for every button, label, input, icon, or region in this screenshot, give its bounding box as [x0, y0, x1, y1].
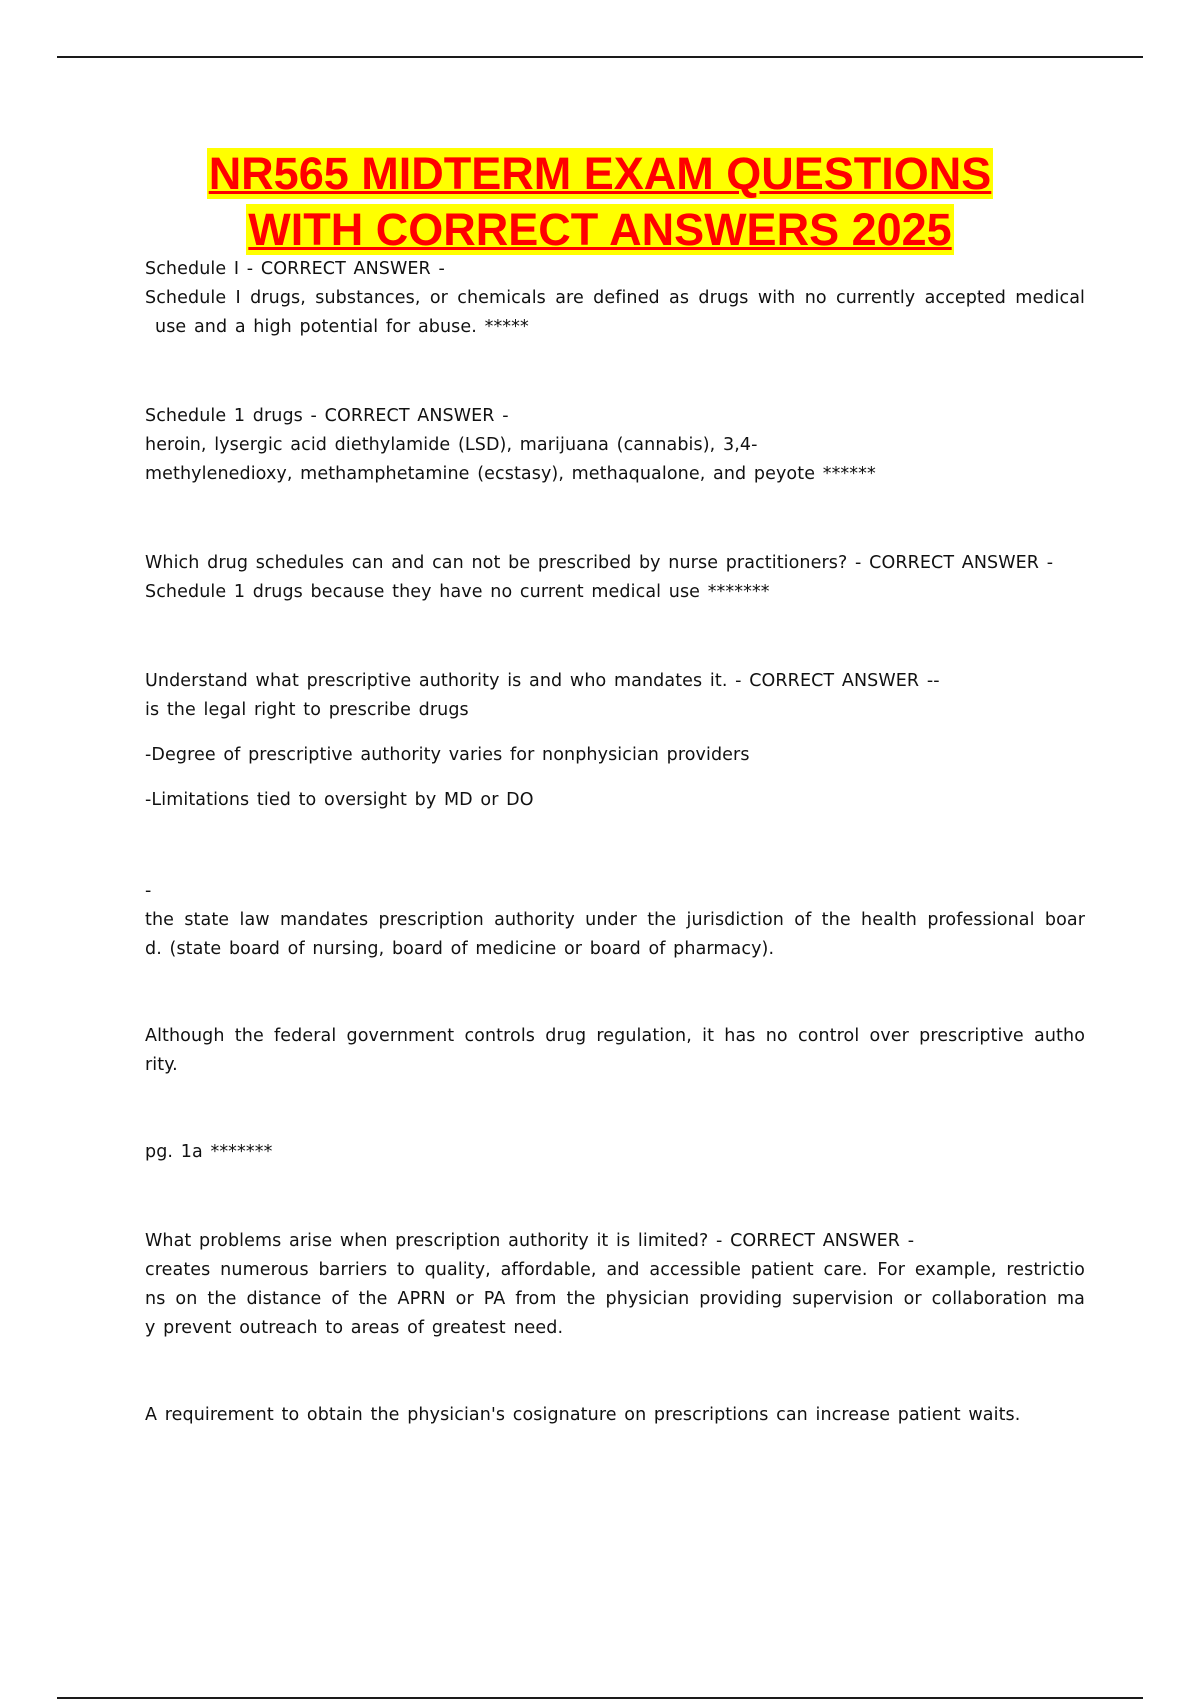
answer-line: A requirement to obtain the physician's cosignature on prescriptions can increase patient waits. — [145, 1405, 1021, 1425]
answer-line: the state law mandates prescription authority under the jurisdiction of the health professional boar — [145, 910, 1085, 930]
qa-block — [145, 667, 1085, 1167]
question-heading: Schedule 1 drugs - CORRECT ANSWER - — [145, 406, 509, 426]
answer-line: rity. — [145, 1055, 178, 1075]
qa-block — [145, 1227, 1085, 1430]
answer-line: d. (state board of nursing, board of medicine or board of pharmacy). — [145, 939, 775, 959]
question-heading: Which drug schedules can and can not be prescribed by nurse practitioners? - CORRECT ANSWER - — [145, 553, 1054, 573]
answer-line: methylenedioxy, methamphetamine (ecstasy), methaqualone, and peyote ****** — [145, 464, 876, 484]
question-heading: Schedule I - CORRECT ANSWER - — [145, 259, 445, 279]
page-note: pg. 1a ******* — [145, 1142, 273, 1162]
answer-line: -Degree of prescriptive authority varies for nonphysician providers — [145, 745, 750, 765]
answer-line: - — [145, 881, 152, 901]
qa-block — [145, 255, 1085, 342]
answer-line: -Limitations tied to oversight by MD or DO — [145, 790, 534, 810]
title-line-2: WITH CORRECT ANSWERS 2025 — [248, 204, 952, 255]
answer-line: Schedule I drugs, substances, or chemicals are defined as drugs with no currently accepted medical — [145, 288, 1085, 308]
answer-line: heroin, lysergic acid diethylamide (LSD), marijuana (cannabis), 3,4- — [145, 435, 758, 455]
answer-line: Schedule 1 drugs because they have no current medical use ******* — [145, 582, 770, 602]
document-body — [145, 255, 1085, 1430]
qa-block — [145, 402, 1085, 489]
top-rule — [57, 56, 1143, 58]
question-heading: Understand what prescriptive authority is and who mandates it. - CORRECT ANSWER -- — [145, 671, 940, 691]
answer-line: y prevent outreach to areas of greatest need. — [145, 1318, 564, 1338]
answer-line: use and a high potential for abuse. ***** — [155, 317, 529, 337]
answer-line: is the legal right to prescribe drugs — [145, 700, 469, 720]
answer-line: creates numerous barriers to quality, affordable, and accessible patient care. For example, restrictio — [145, 1260, 1085, 1280]
answer-line: Although the federal government controls drug regulation, it has no control over prescriptive autho — [145, 1026, 1085, 1046]
bottom-rule — [57, 1697, 1143, 1699]
document-title — [0, 146, 1200, 258]
title-line-1: NR565 MIDTERM EXAM QUESTIONS — [208, 148, 992, 199]
qa-block — [145, 549, 1085, 607]
question-heading: What problems arise when prescription authority it is limited? - CORRECT ANSWER - — [145, 1231, 915, 1251]
answer-line: ns on the distance of the APRN or PA from the physician providing supervision or collaboration ma — [145, 1289, 1085, 1309]
